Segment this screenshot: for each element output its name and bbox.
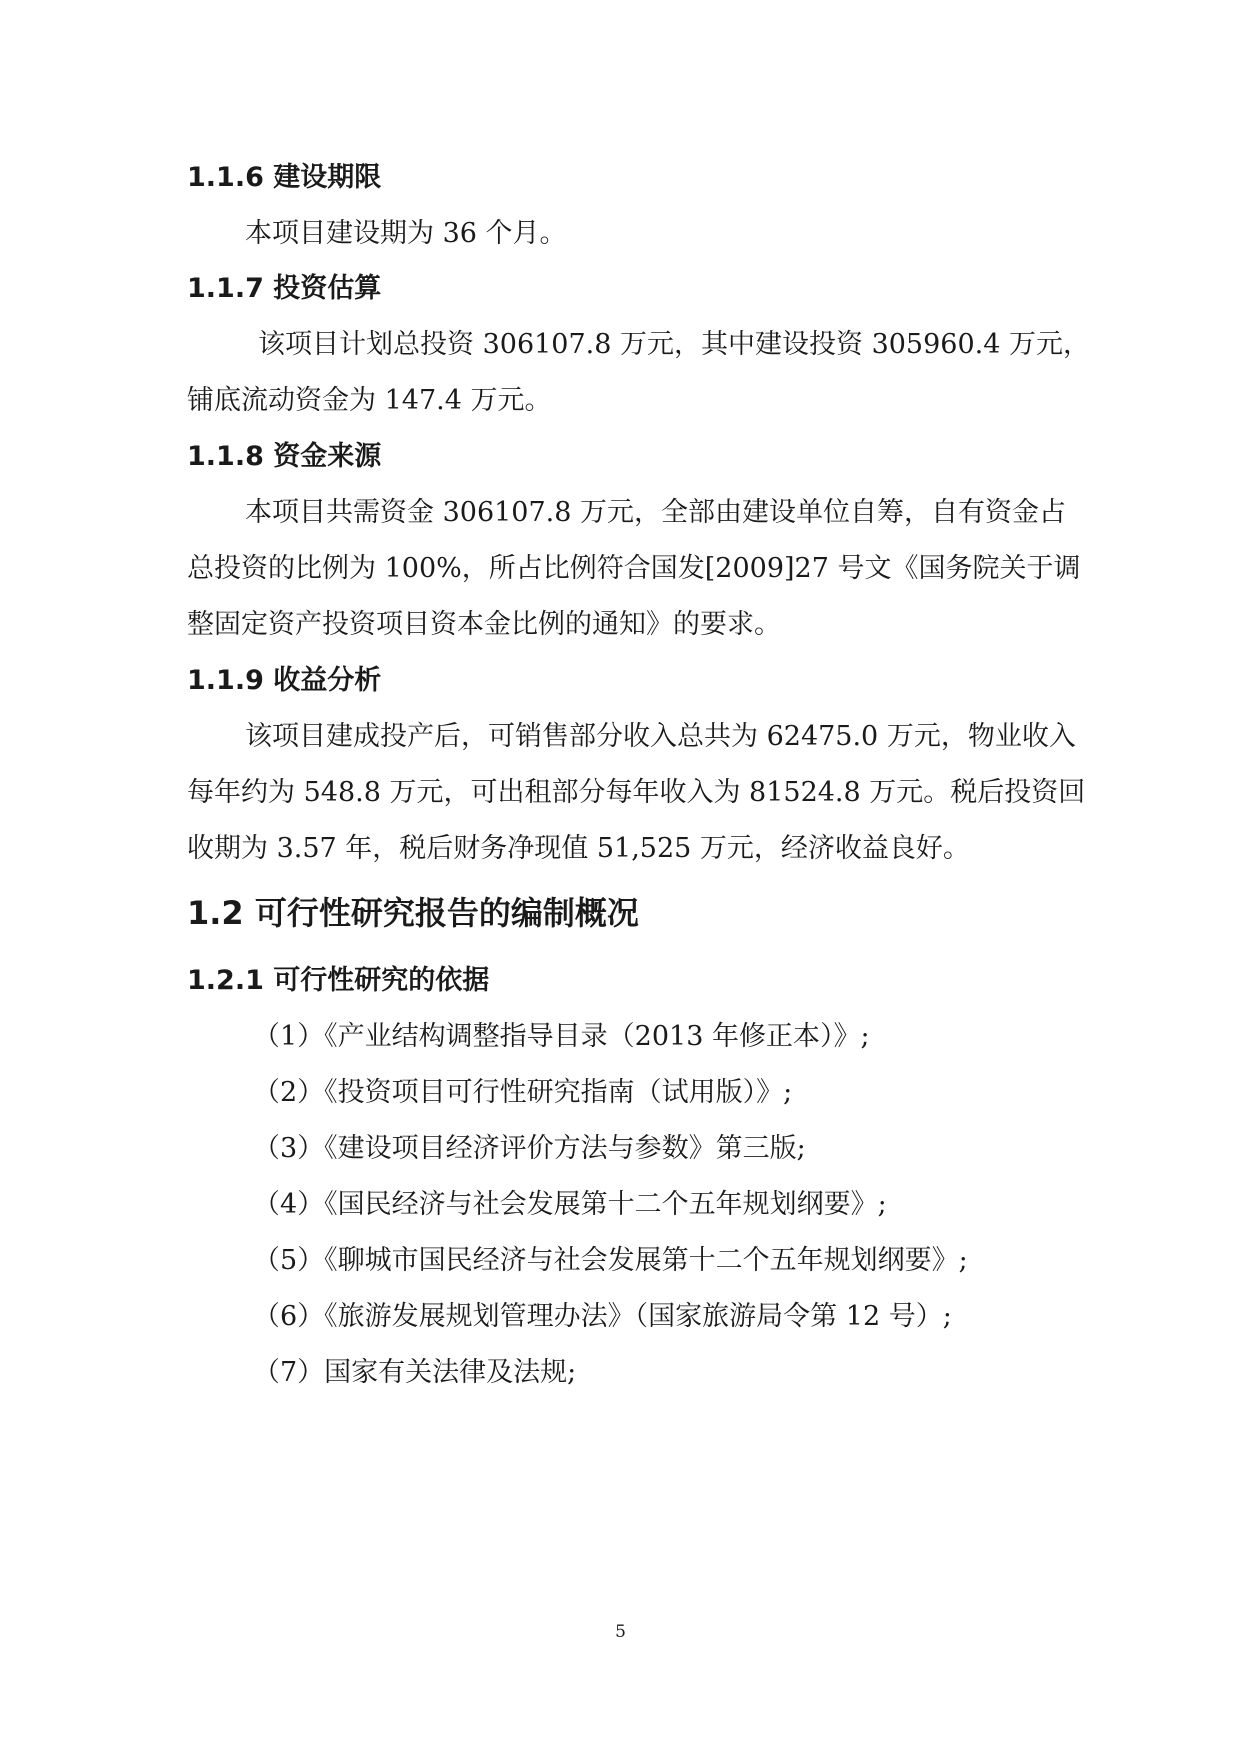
heading-1-1-7: 1.1.7 投资估算 <box>187 273 382 304</box>
list-item: （4）《国民经济与社会发展第十二个五年规划纲要》; <box>253 1189 887 1220</box>
page-number: 5 <box>615 1622 626 1642</box>
paragraph-line: 本项目共需资金 306107.8 万元，全部由建设单位自筹，自有资金占 <box>245 497 1066 528</box>
paragraph-line: 该项目建成投产后，可销售部分收入总共为 62475.0 万元，物业收入 <box>245 721 1076 752</box>
heading-1-1-8: 1.1.8 资金来源 <box>187 441 382 472</box>
list-item: （3）《建设项目经济评价方法与参数》第三版; <box>253 1133 806 1164</box>
list-item: （2）《投资项目可行性研究指南（试用版）》; <box>253 1077 793 1108</box>
heading-1-2: 1.2 可行性研究报告的编制概况 <box>187 894 639 932</box>
paragraph-line: 本项目建设期为 36 个月。 <box>245 218 567 249</box>
paragraph-line: 总投资的比例为 100%，所占比例符合国发[2009]27 号文《国务院关于调 <box>187 553 1081 584</box>
paragraph-line: 每年约为 548.8 万元，可出租部分每年收入为 81524.8 万元。税后投资回 <box>187 777 1086 808</box>
heading-1-2-1: 1.2.1 可行性研究的依据 <box>187 965 490 996</box>
heading-1-1-9: 1.1.9 收益分析 <box>187 665 382 696</box>
paragraph-line: 铺底流动资金为 147.4 万元。 <box>187 385 552 416</box>
list-item: （1）《产业结构调整指导目录（2013 年修正本）》; <box>253 1021 870 1052</box>
heading-1-1-6: 1.1.6 建设期限 <box>187 162 382 193</box>
paragraph-line: 整固定资产投资项目资本金比例的通知》的要求。 <box>187 609 781 640</box>
list-item: （7）国家有关法律及法规; <box>253 1357 577 1388</box>
list-item: （6）《旅游发展规划管理办法》（国家旅游局令第 12 号）; <box>253 1301 952 1332</box>
paragraph-line: 该项目计划总投资 306107.8 万元，其中建设投资 305960.4 万元， <box>258 329 1090 360</box>
list-item: （5）《聊城市国民经济与社会发展第十二个五年规划纲要》; <box>253 1245 968 1276</box>
paragraph-line: 收期为 3.57 年，税后财务净现值 51,525 万元，经济收益良好。 <box>187 833 970 864</box>
